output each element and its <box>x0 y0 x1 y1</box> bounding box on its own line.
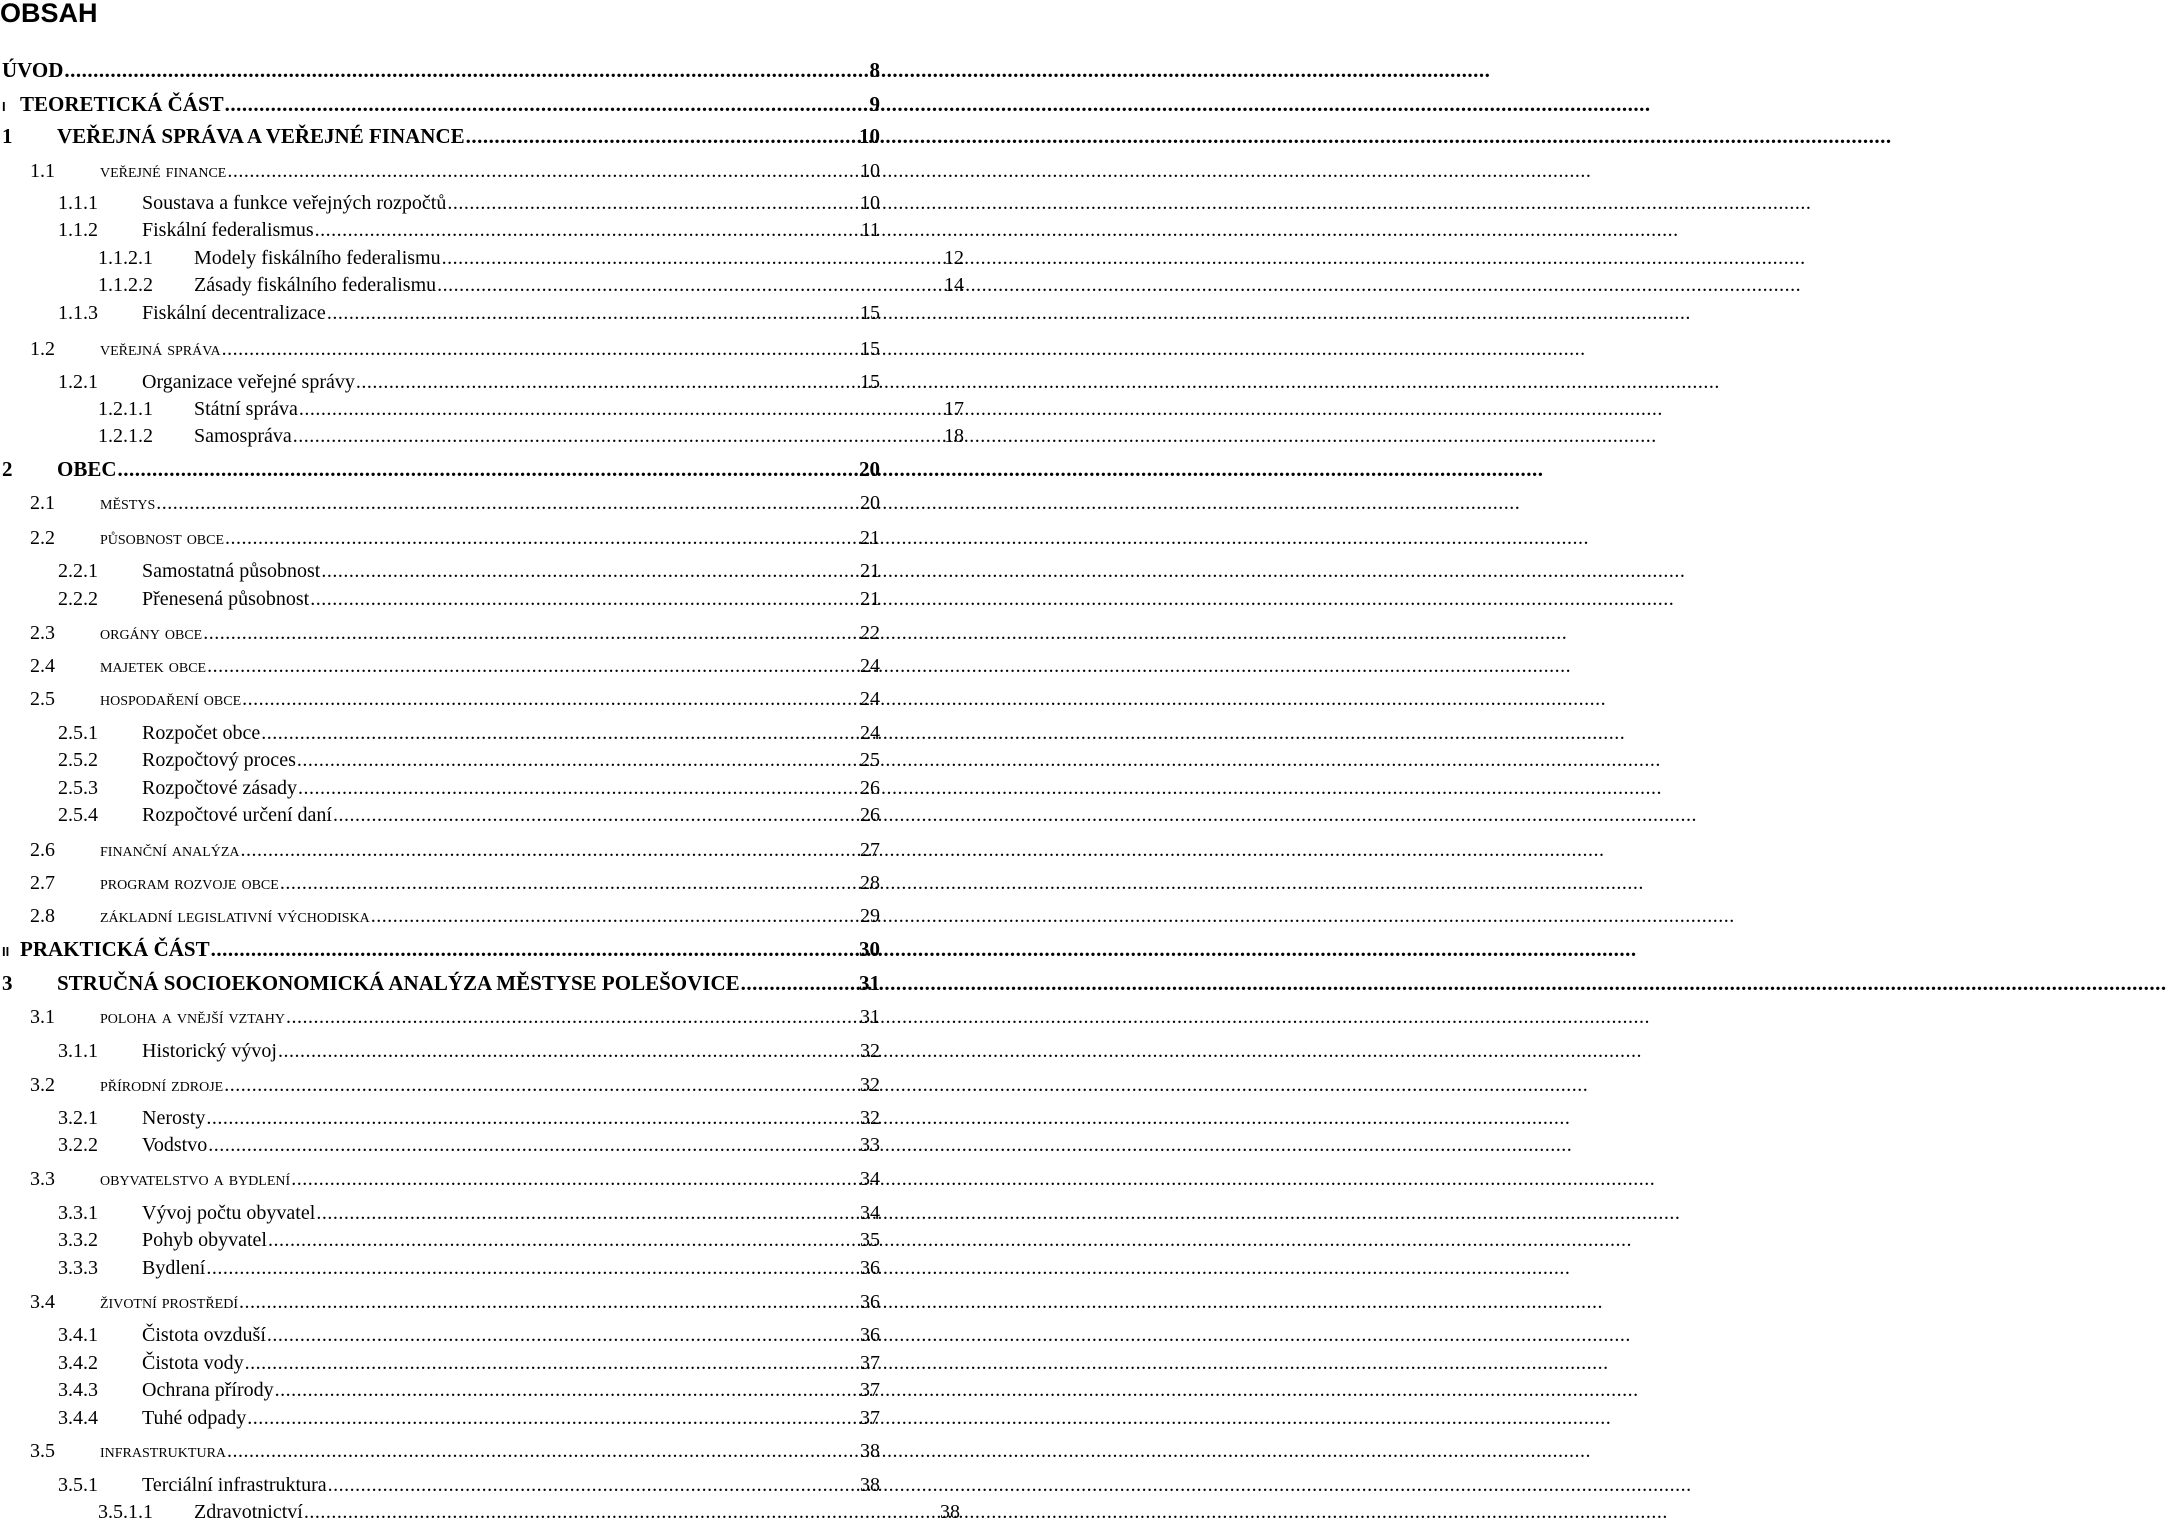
toc-page: 33 <box>860 1134 880 1156</box>
toc-entry[interactable] <box>58 586 880 612</box>
toc-number: 3.4.3 <box>58 1379 98 1401</box>
toc-number: 3.2 <box>30 1074 55 1096</box>
toc-entry[interactable] <box>58 1377 880 1403</box>
toc-leader <box>442 245 943 271</box>
toc-label: PRAKTICKÁ ČÁST <box>20 937 210 961</box>
toc-entry[interactable] <box>30 490 880 516</box>
toc-leader <box>207 653 859 679</box>
toc-entry[interactable] <box>30 903 880 929</box>
toc-number: 3.5 <box>30 1440 55 1462</box>
toc-entry[interactable] <box>30 158 880 184</box>
toc-leader <box>156 490 859 516</box>
toc-label: Čistota vody <box>142 1352 244 1374</box>
toc-leader <box>298 775 859 801</box>
toc-leader <box>333 802 859 828</box>
toc-entry[interactable] <box>30 336 880 362</box>
toc-number: 3.5.1.1 <box>98 1501 153 1523</box>
toc-page: 24 <box>860 655 880 677</box>
toc-entry[interactable] <box>58 558 880 584</box>
toc-label: VEŘEJNÁ SPRÁVA A VEŘEJNÉ FINANCE <box>57 124 465 148</box>
toc-entry[interactable] <box>58 1322 880 1348</box>
toc-entry[interactable] <box>30 686 880 712</box>
toc-leader <box>245 1350 859 1376</box>
toc-leader <box>356 369 859 395</box>
toc-number: 2.8 <box>30 905 55 927</box>
toc-number: 2.2.1 <box>58 560 98 582</box>
toc-label: infrastruktura <box>100 1440 227 1462</box>
toc-label: Rozpočtové zásady <box>142 777 297 799</box>
toc-page: 25 <box>860 749 880 771</box>
toc-number: 1.2.1.1 <box>98 398 153 420</box>
toc-number: 1.2.1.2 <box>98 425 153 447</box>
toc-number: 2.2.2 <box>58 588 98 610</box>
toc-label: veřejná správa <box>100 338 221 360</box>
toc-entry[interactable] <box>58 369 880 395</box>
toc-label: Ochrana přírody <box>142 1379 274 1401</box>
toc-page: 18 <box>944 425 964 447</box>
toc-label: Vodstvo <box>142 1134 208 1156</box>
toc-number: 2.3 <box>30 622 55 644</box>
toc-leader <box>304 1499 939 1525</box>
toc-label: Vývoj počtu obyvatel <box>142 1202 316 1224</box>
toc-entry[interactable] <box>30 870 880 896</box>
toc-label: Přenesená působnost <box>142 588 310 610</box>
toc-label: Organizace veřejné správy <box>142 371 355 393</box>
toc-label: Rozpočtové určení daní <box>142 804 332 826</box>
toc-entry[interactable] <box>98 1499 960 1525</box>
toc-leader <box>118 456 858 482</box>
toc-number: 1.1.2 <box>58 219 98 241</box>
toc-page: 12 <box>944 247 964 269</box>
toc-page: 32 <box>860 1074 880 1096</box>
toc-label: životní prostředí <box>100 1291 238 1313</box>
toc-label: Modely fiskálního federalismu <box>194 247 441 269</box>
toc-number: 2 <box>2 457 13 481</box>
toc-page: 10 <box>860 160 880 182</box>
toc-label: STRUČNÁ SOCIOEKONOMICKÁ ANALÝZA MĚSTYSE POLEŠOVICE <box>57 971 740 995</box>
toc-leader <box>225 91 869 117</box>
toc-page: 24 <box>860 722 880 744</box>
toc-entry[interactable] <box>30 1004 880 1030</box>
toc-number: 3.5.1 <box>58 1474 98 1496</box>
toc-page: 32 <box>860 1107 880 1129</box>
toc-entry[interactable] <box>2 57 880 83</box>
toc-page: 28 <box>860 872 880 894</box>
toc-number: 2.2 <box>30 527 55 549</box>
toc-page: 36 <box>860 1291 880 1313</box>
toc-label: Státní správa <box>194 398 298 420</box>
toc-leader <box>293 423 943 449</box>
toc-entry[interactable] <box>58 1105 880 1131</box>
toc-number: 3.3.3 <box>58 1257 98 1279</box>
toc-label: Pohyb obyvatel <box>142 1229 267 1251</box>
toc-number: 3.4.4 <box>58 1407 98 1429</box>
toc-entry[interactable] <box>30 1166 880 1192</box>
toc-page: 15 <box>860 302 880 324</box>
toc-number: 1.2 <box>30 338 55 360</box>
toc-label: Čistota ovzduší <box>142 1324 266 1346</box>
toc-entry[interactable] <box>2 936 880 962</box>
toc-label: obyvatelstvo a bydlení <box>100 1168 291 1190</box>
toc-entry[interactable] <box>58 300 880 326</box>
toc-entry[interactable] <box>58 1227 880 1253</box>
toc-leader <box>239 1289 859 1315</box>
toc-page: 38 <box>940 1501 960 1523</box>
toc-leader <box>247 1405 859 1431</box>
toc-entry[interactable] <box>58 747 880 773</box>
toc-entry[interactable] <box>30 837 880 863</box>
toc-number: 1.2.1 <box>58 371 98 393</box>
toc-entry[interactable] <box>30 1289 880 1315</box>
toc-page: 15 <box>860 338 880 360</box>
toc-number: 3.1.1 <box>58 1040 98 1062</box>
toc-page: 17 <box>944 398 964 420</box>
toc-leader <box>268 1227 859 1253</box>
toc-page: 36 <box>860 1257 880 1279</box>
toc-page: 24 <box>860 688 880 710</box>
toc-label: Fiskální federalismus <box>142 219 314 241</box>
toc-page: 21 <box>860 527 880 549</box>
toc-number: 2.6 <box>30 839 55 861</box>
toc-page: 37 <box>860 1407 880 1429</box>
toc-leader <box>310 586 859 612</box>
toc-label: městys <box>100 492 156 514</box>
toc-page: 8 <box>869 58 880 82</box>
toc-page: 11 <box>860 219 880 241</box>
toc-entry[interactable] <box>58 1350 880 1376</box>
toc-leader <box>315 217 860 243</box>
toc-entry[interactable] <box>98 396 964 422</box>
toc-page: 21 <box>860 560 880 582</box>
toc-number: 2.7 <box>30 872 55 894</box>
toc-label: Tuhé odpady <box>142 1407 247 1429</box>
toc-page: 15 <box>860 371 880 393</box>
toc-entry[interactable] <box>98 245 964 271</box>
toc-page: 29 <box>860 905 880 927</box>
toc-page: 22 <box>860 622 880 644</box>
toc-leader <box>741 970 858 996</box>
toc-entry[interactable] <box>58 217 880 243</box>
toc-label: Terciální infrastruktura <box>142 1474 327 1496</box>
toc-number: 1.1.2.2 <box>98 274 153 296</box>
toc-entry[interactable] <box>30 1072 880 1098</box>
toc-entry[interactable] <box>98 272 964 298</box>
toc-label: orgány obce <box>100 622 203 644</box>
toc-page: 9 <box>869 92 880 116</box>
toc-leader <box>437 272 943 298</box>
toc-leader <box>280 870 859 896</box>
toc-page: 26 <box>860 777 880 799</box>
toc-leader <box>267 1322 859 1348</box>
toc-label: základní legislativní východiska <box>100 905 370 927</box>
toc-leader <box>64 57 868 83</box>
toc-page: 20 <box>860 492 880 514</box>
toc-leader <box>211 936 858 962</box>
toc-page: 10 <box>860 192 880 214</box>
toc-leader <box>447 190 859 216</box>
toc-number: II <box>2 944 10 959</box>
toc-number: 1.1.3 <box>58 302 98 324</box>
toc-entry[interactable] <box>58 1472 880 1498</box>
toc-label: majetek obce <box>100 655 207 677</box>
toc-entry[interactable] <box>58 190 880 216</box>
toc-leader <box>227 158 859 184</box>
toc-leader <box>222 336 859 362</box>
toc-number: 3.4.1 <box>58 1324 98 1346</box>
toc-leader <box>275 1377 859 1403</box>
page-title: OBSAH <box>0 0 98 28</box>
toc-entry[interactable] <box>2 456 880 482</box>
toc-page: 30 <box>859 937 880 961</box>
toc-label: Bydlení <box>142 1257 206 1279</box>
toc-label: TEORETICKÁ ČÁST <box>20 92 224 116</box>
toc-entry[interactable] <box>30 1438 880 1464</box>
toc-page: 32 <box>860 1040 880 1062</box>
toc-entry[interactable] <box>58 1255 880 1281</box>
toc-number: 3.2.2 <box>58 1134 98 1156</box>
toc-number: 2.4 <box>30 655 55 677</box>
toc-number: 2.5 <box>30 688 55 710</box>
toc-entry[interactable] <box>30 525 880 551</box>
toc-label: Samostatná působnost <box>142 560 321 582</box>
toc-number: 1.1.1 <box>58 192 98 214</box>
toc-label: Rozpočtový proces <box>142 749 296 771</box>
toc-label: poloha a vnější vztahy <box>100 1006 285 1028</box>
toc-entry[interactable] <box>2 123 880 149</box>
toc-label: program rozvoje obce <box>100 872 279 894</box>
toc-label: Samospráva <box>194 425 292 447</box>
toc-number: 3.3.2 <box>58 1229 98 1251</box>
toc-page: 31 <box>859 971 880 995</box>
toc-page: 20 <box>859 457 880 481</box>
toc-label: ÚVOD <box>2 58 64 82</box>
toc-number: 3.3 <box>30 1168 55 1190</box>
toc-number: I <box>2 99 6 114</box>
toc-entry[interactable] <box>58 1405 880 1431</box>
toc-leader <box>206 1255 859 1281</box>
toc-label: přírodní zdroje <box>100 1074 224 1096</box>
toc-number: 1.1 <box>30 160 55 182</box>
toc-leader <box>206 1105 859 1131</box>
toc-entry[interactable] <box>30 653 880 679</box>
toc-page: 31 <box>860 1006 880 1028</box>
toc-leader <box>328 1472 859 1498</box>
toc-leader <box>327 300 859 326</box>
toc-leader <box>225 525 859 551</box>
toc-entry[interactable] <box>2 91 880 117</box>
toc-number: 3.4.2 <box>58 1352 98 1374</box>
toc-page: 21 <box>860 588 880 610</box>
toc-label: Zdravotnictví <box>194 1501 303 1523</box>
toc-label: finanční analýza <box>100 839 240 861</box>
toc-label: Zásady fiskálního federalismu <box>194 274 437 296</box>
toc-number: 3 <box>2 971 13 995</box>
toc-page: 14 <box>944 274 964 296</box>
toc-number: 2.5.1 <box>58 722 98 744</box>
toc-entry[interactable] <box>98 423 964 449</box>
toc-leader <box>321 558 859 584</box>
toc-page: 37 <box>860 1352 880 1374</box>
toc-label: Fiskální decentralizace <box>142 302 326 324</box>
toc-leader <box>224 1072 859 1098</box>
toc-number: 2.5.3 <box>58 777 98 799</box>
toc-page: 34 <box>860 1202 880 1224</box>
toc-leader <box>242 686 859 712</box>
toc-leader <box>227 1438 859 1464</box>
toc-number: 2.1 <box>30 492 55 514</box>
toc-leader <box>203 620 859 646</box>
toc-label: Soustava a funkce veřejných rozpočtů <box>142 192 447 214</box>
toc-number: 2.5.4 <box>58 804 98 826</box>
toc-page: 36 <box>860 1324 880 1346</box>
toc-number: 3.2.1 <box>58 1107 98 1129</box>
toc-entry[interactable] <box>58 1200 880 1226</box>
toc-label: Historický vývoj <box>142 1040 277 1062</box>
toc-label: Nerosty <box>142 1107 206 1129</box>
toc-leader <box>286 1004 859 1030</box>
toc-number: 1 <box>2 124 13 148</box>
toc-label: hospodaření obce <box>100 688 242 710</box>
toc-label: působnost obce <box>100 527 225 549</box>
toc-page: 26 <box>860 804 880 826</box>
toc-label: Rozpočet obce <box>142 722 261 744</box>
toc-number: 3.1 <box>30 1006 55 1028</box>
toc-number: 3.3.1 <box>58 1202 98 1224</box>
toc-entry[interactable] <box>58 720 880 746</box>
toc-leader <box>466 123 858 149</box>
toc-entry[interactable] <box>58 802 880 828</box>
toc-label: OBEC <box>57 457 117 481</box>
toc-page: 38 <box>860 1440 880 1462</box>
toc-entry[interactable] <box>58 1038 880 1064</box>
toc-page: 34 <box>860 1168 880 1190</box>
toc-number: 2.5.2 <box>58 749 98 771</box>
toc-page: 38 <box>860 1474 880 1496</box>
toc-leader <box>278 1038 859 1064</box>
toc-page: 10 <box>859 124 880 148</box>
toc-leader <box>291 1166 859 1192</box>
toc-leader <box>316 1200 859 1226</box>
toc-page: 27 <box>860 839 880 861</box>
toc-leader <box>299 396 943 422</box>
toc-leader <box>208 1132 859 1158</box>
toc-page: 37 <box>860 1379 880 1401</box>
toc-leader <box>297 747 859 773</box>
toc-label: veřejné finance <box>100 160 227 182</box>
toc-entry[interactable] <box>58 1132 880 1158</box>
toc-leader <box>371 903 859 929</box>
toc-page: 35 <box>860 1229 880 1251</box>
toc-leader <box>241 837 859 863</box>
toc-number: 1.1.2.1 <box>98 247 153 269</box>
toc-leader <box>261 720 859 746</box>
toc-entry[interactable] <box>30 620 880 646</box>
toc-entry[interactable] <box>58 775 880 801</box>
toc-entry[interactable] <box>2 970 880 996</box>
toc-number: 3.4 <box>30 1291 55 1313</box>
